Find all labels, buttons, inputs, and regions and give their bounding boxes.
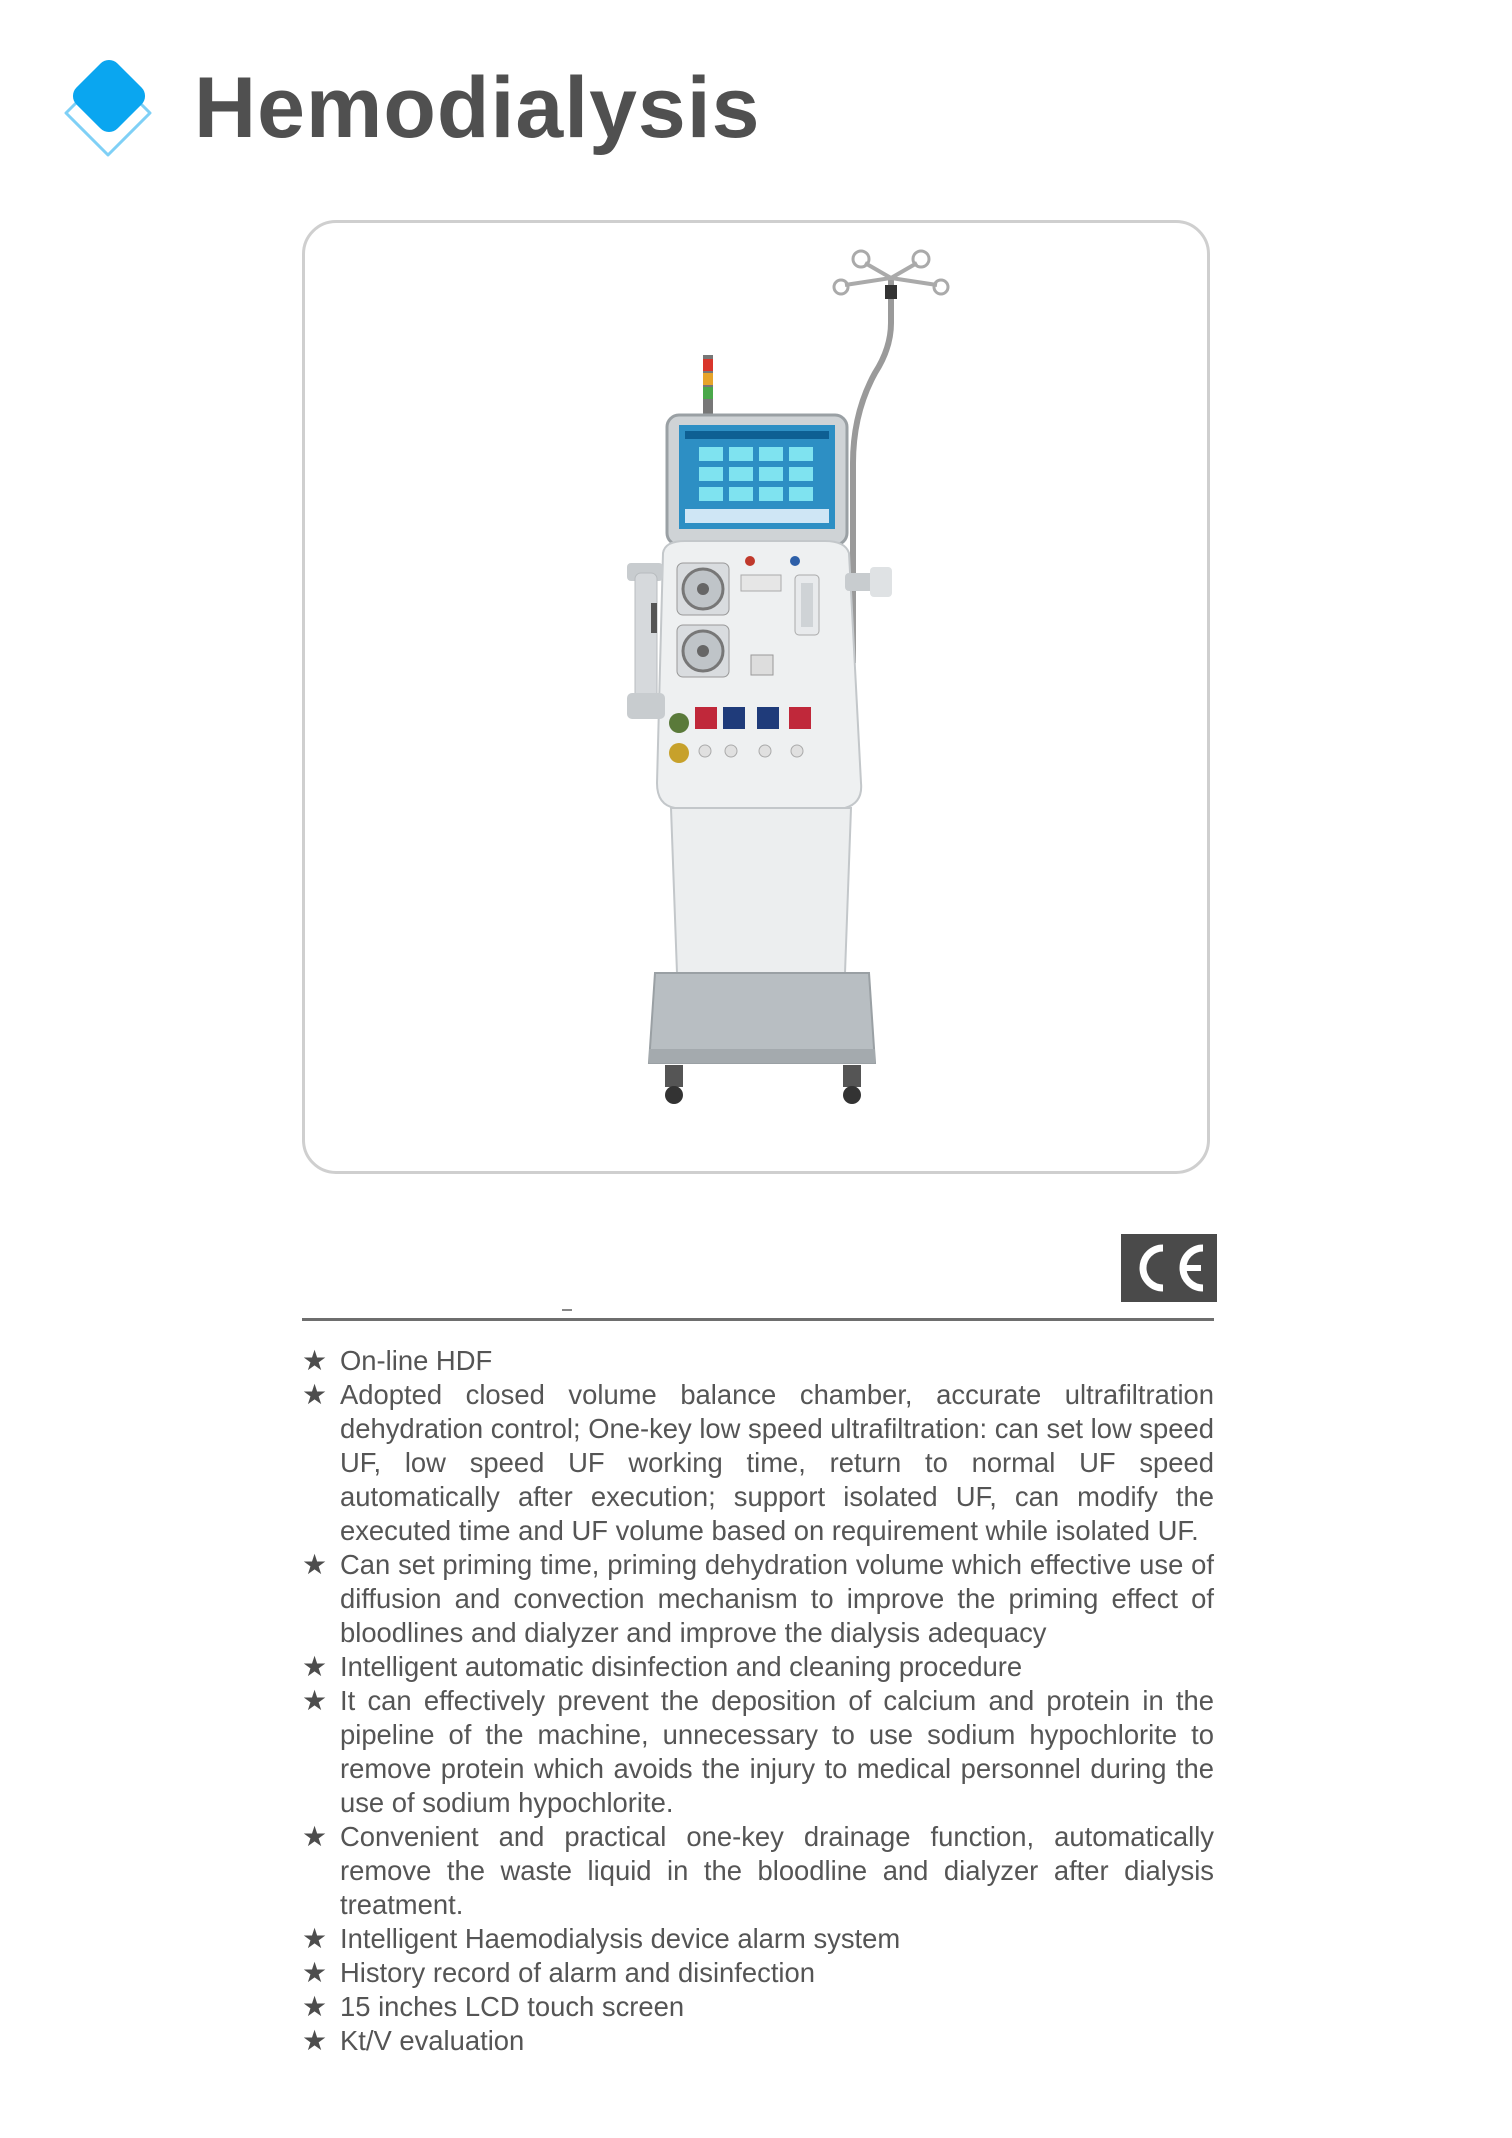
list-item: ★ Adopted closed volume balance chamber, accurate ultrafiltration dehydration control; One-key low speed ultrafiltration: can set low speed UF, low speed UF working time, return to normal UF speed automatically after execution; support isolated UF, can modify the executed time and UF volume based on requirement while isolated UF.: [302, 1379, 1214, 1546]
section-divider: [302, 1318, 1214, 1321]
divider-tick: [562, 1309, 572, 1311]
list-item: ★ History record of alarm and disinfection: [302, 1957, 815, 1988]
ce-certification-mark: [1121, 1234, 1217, 1302]
star-icon: ★: [302, 1345, 328, 1376]
hemodialysis-machine-image: [305, 223, 1207, 1171]
page-title: Hemodialysis: [194, 60, 761, 156]
list-item: ★ It can effectively prevent the deposition of calcium and protein in the pipeline of the machine, unnecessary to use sodium hypochlorite to remove protein which avoids the injury to medical personnel during the use of sodium hypochlorite.: [302, 1685, 1214, 1818]
star-icon: ★: [302, 1923, 328, 1954]
list-item: ★ Kt/V evaluation: [302, 2025, 525, 2056]
star-icon: ★: [302, 1957, 328, 1988]
blue-diamond-icon: [58, 53, 158, 163]
star-icon: ★: [302, 1651, 328, 1682]
list-item: ★ Intelligent Haemodialysis device alarm system: [302, 1923, 901, 1954]
list-item: ★ 15 inches LCD touch screen: [302, 1991, 685, 2022]
list-item: ★ Convenient and practical one-key drainage function, automatically remove the waste liquid in the bloodline and dialyzer after dialysis treatment.: [302, 1821, 1214, 1920]
star-icon: ★: [302, 1821, 328, 1852]
list-item: ★ Can set priming time, priming dehydration volume which effective use of diffusion and convection mechanism to improve the priming effect of bloodlines and dialyzer and improve the dialysis adequacy: [302, 1549, 1214, 1648]
product-photo-frame: [302, 220, 1210, 1174]
list-item: ★ On-line HDF: [302, 1345, 493, 1376]
star-icon: ★: [302, 1379, 328, 1410]
star-icon: ★: [302, 1991, 328, 2022]
star-icon: ★: [302, 2025, 328, 2056]
ce-logo-icon: [1121, 1234, 1217, 1302]
star-icon: ★: [302, 1549, 328, 1580]
list-item: ★ Intelligent automatic disinfection and cleaning procedure: [302, 1651, 1023, 1682]
star-icon: ★: [302, 1685, 328, 1716]
feature-list: [302, 1344, 1214, 2058]
